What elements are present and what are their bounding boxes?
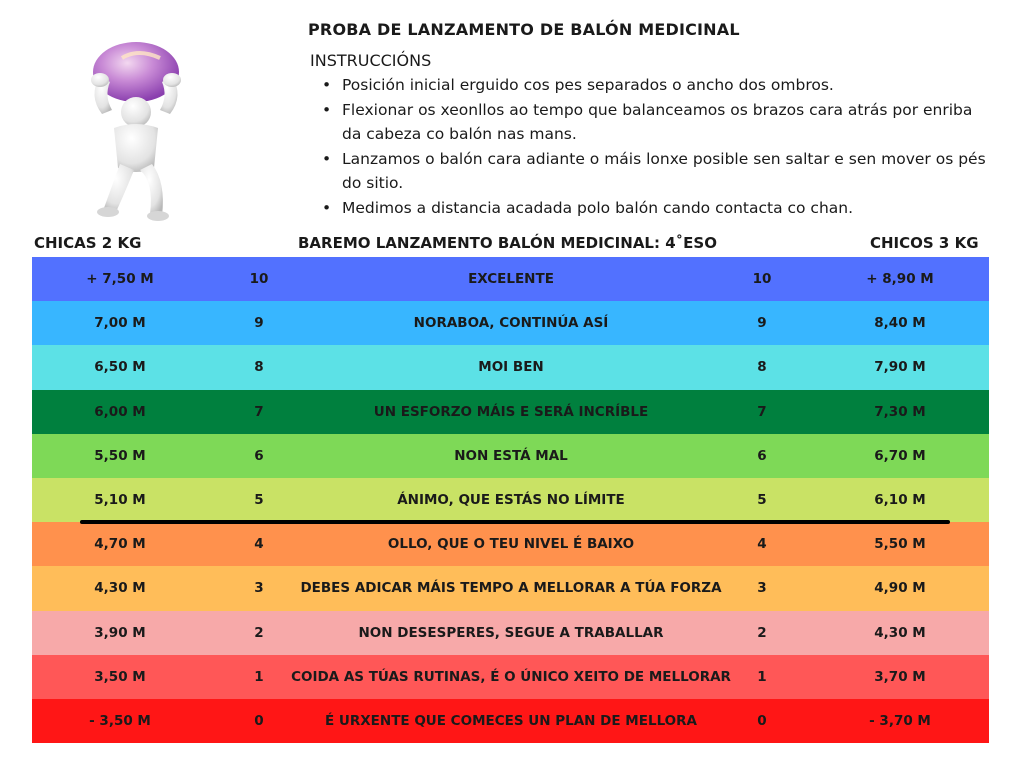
boys-distance: + 8,90 M bbox=[866, 271, 934, 288]
instructions-list bbox=[318, 73, 988, 220]
page-title: PROBA DE LANZAMENTO DE BALÓN MEDICINAL bbox=[308, 20, 740, 39]
score-left: 9 bbox=[254, 315, 264, 332]
table-row bbox=[32, 566, 989, 610]
instruction-item: • Posición inicial erguido cos pes separados o ancho dos ombros. bbox=[318, 73, 988, 98]
pass-threshold-line bbox=[80, 520, 950, 524]
instruction-item: • Flexionar os xeonllos ao tempo que balanceamos os brazos cara atrás por enriba da cabeza co balón nas mans. bbox=[318, 98, 988, 147]
boys-distance: 8,40 M bbox=[874, 315, 926, 332]
table-row bbox=[32, 522, 989, 566]
girls-distance: + 7,50 M bbox=[86, 271, 154, 288]
grade-label: MOI BEN bbox=[478, 359, 544, 376]
girls-distance: 3,50 M bbox=[94, 668, 146, 685]
grade-label: DEBES ADICAR MÁIS TEMPO A MELLORAR A TÚA FORZA bbox=[300, 580, 722, 597]
girls-distance: 5,50 M bbox=[94, 447, 146, 464]
boys-distance: 5,50 M bbox=[874, 536, 926, 553]
figure-head bbox=[121, 97, 151, 127]
girls-distance: 4,30 M bbox=[94, 580, 146, 597]
score-left: 8 bbox=[254, 359, 264, 376]
table-title: BAREMO LANZAMENTO BALÓN MEDICINAL: 4˚ESO bbox=[298, 234, 717, 252]
score-right: 1 bbox=[757, 668, 767, 685]
score-right: 3 bbox=[757, 580, 767, 597]
score-left: 5 bbox=[254, 492, 264, 509]
table-row bbox=[32, 655, 989, 699]
girls-distance: 5,10 M bbox=[94, 492, 146, 509]
score-left: 0 bbox=[254, 712, 264, 729]
table-row bbox=[32, 301, 989, 345]
grade-label: É URXENTE QUE COMECES UN PLAN DE MELLORA bbox=[324, 712, 698, 729]
girls-distance: 6,50 M bbox=[94, 359, 146, 376]
table-row bbox=[32, 390, 989, 434]
grade-label: UN ESFORZO MÁIS E SERÁ INCRÍBLE bbox=[373, 403, 649, 420]
grade-label: NON ESTÁ MAL bbox=[454, 447, 568, 464]
score-left: 6 bbox=[254, 447, 264, 464]
score-left: 1 bbox=[254, 668, 264, 685]
girls-distance: 7,00 M bbox=[94, 315, 146, 332]
boys-distance: 4,30 M bbox=[874, 624, 926, 641]
score-left: 3 bbox=[254, 580, 264, 597]
instruction-item: • Lanzamos o balón cara adiante o máis lonxe posible sen saltar e sen mover os pés do sitio. bbox=[318, 147, 988, 196]
grade-label: ÁNIMO, QUE ESTÁS NO LÍMITE bbox=[397, 492, 625, 509]
girls-distance: 3,90 M bbox=[94, 624, 146, 641]
grade-label: NORABOA, CONTINÚA ASÍ bbox=[413, 315, 609, 332]
table-row bbox=[32, 345, 989, 389]
table-row bbox=[32, 699, 989, 743]
girls-distance: - 3,50 M bbox=[89, 712, 151, 729]
score-left: 10 bbox=[249, 271, 269, 288]
boys-distance: 6,70 M bbox=[874, 447, 926, 464]
girls-distance: 4,70 M bbox=[94, 536, 146, 553]
boys-distance: 4,90 M bbox=[874, 580, 926, 597]
boys-distance: 7,30 M bbox=[874, 403, 926, 420]
score-left: 4 bbox=[254, 536, 264, 553]
score-left: 2 bbox=[254, 624, 264, 641]
score-right: 9 bbox=[757, 315, 767, 332]
boys-distance: 6,10 M bbox=[874, 492, 926, 509]
score-right: 2 bbox=[757, 624, 767, 641]
score-right: 4 bbox=[757, 536, 767, 553]
table-row bbox=[32, 257, 989, 301]
score-right: 0 bbox=[757, 712, 767, 729]
instructions-heading: INSTRUCCIÓNS bbox=[310, 51, 432, 70]
boys-column-header: CHICOS 3 KG bbox=[870, 234, 979, 252]
score-left: 7 bbox=[254, 403, 264, 420]
girls-column-header: CHICAS 2 KG bbox=[34, 234, 142, 252]
grade-label: OLLO, QUE O TEU NIVEL É BAIXO bbox=[387, 536, 635, 553]
score-right: 5 bbox=[757, 492, 767, 509]
score-right: 7 bbox=[757, 403, 767, 420]
grading-table bbox=[32, 257, 989, 743]
boys-distance: - 3,70 M bbox=[869, 712, 931, 729]
instruction-item: • Medimos a distancia acadada polo balón cando contacta co chan. bbox=[318, 196, 988, 221]
girls-distance: 6,00 M bbox=[94, 403, 146, 420]
grade-label: EXCELENTE bbox=[468, 271, 554, 288]
score-right: 8 bbox=[757, 359, 767, 376]
grade-label: NON DESESPERES, SEGUE A TRABALLAR bbox=[358, 624, 664, 641]
table-row bbox=[32, 478, 989, 522]
score-right: 10 bbox=[752, 271, 772, 288]
figure-with-ball-illustration bbox=[78, 36, 208, 221]
boys-distance: 3,70 M bbox=[874, 668, 926, 685]
score-right: 6 bbox=[757, 447, 767, 464]
grade-label: COIDA AS TÚAS RUTINAS, É O ÚNICO XEITO DE MELLORAR bbox=[291, 668, 731, 685]
table-row bbox=[32, 611, 989, 655]
table-row bbox=[32, 434, 989, 478]
boys-distance: 7,90 M bbox=[874, 359, 926, 376]
